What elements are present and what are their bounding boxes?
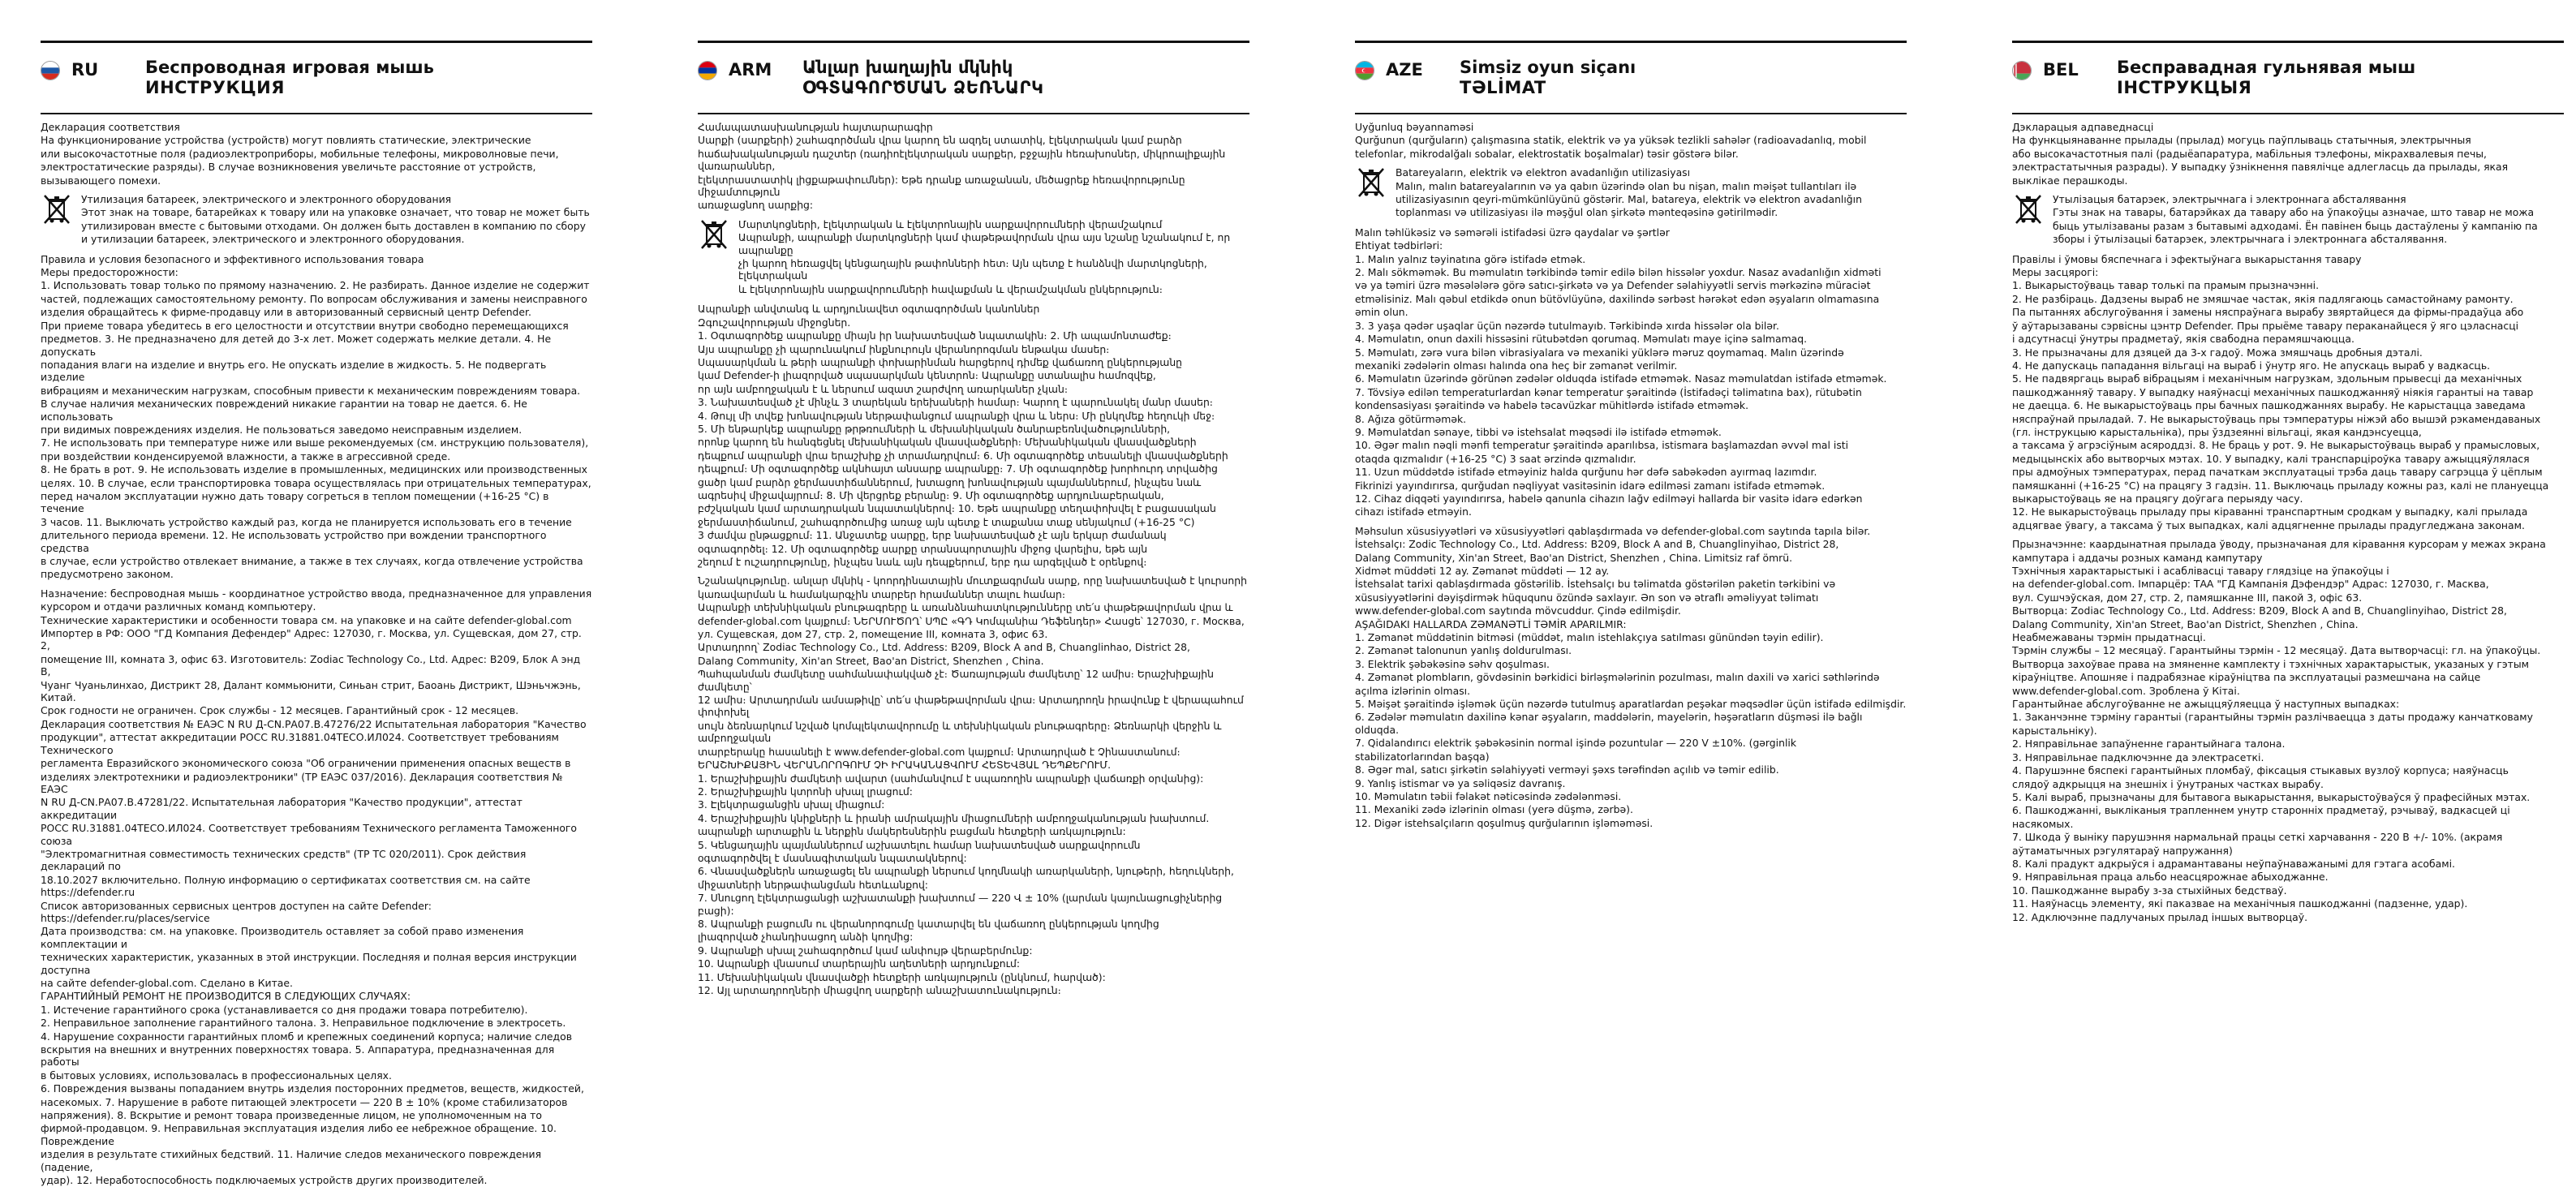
top-rule (1355, 41, 1907, 43)
column-aze (1355, 41, 1907, 884)
text-line: ГАРАНТИЙНЫЙ РЕМОНТ НЕ ПРОИЗВОДИТСЯ В СЛЕДУЮЩИХ СЛУЧАЯХ: (41, 990, 411, 1003)
text-line: 12. Այլ արտադրողների միացվող սարքերի անաշխատունակություն։ (698, 984, 1061, 996)
belarus-flag-icon (2012, 61, 2032, 80)
text-line: Утилизация батареек, электрического и электронного оборудования (81, 193, 452, 206)
text-line: попадания влаги на изделие и внутрь его. Не опускать изделие в жидкость. 5. Не подвергать изделие (41, 358, 547, 384)
text-line: 11. Uzun müddətdə istifadə etməyiniz halda qurğunu hər dəfə sabəkədən ayırmaq lazımdır. (1355, 466, 1817, 479)
text-line: 3. Էլեկտրացանցին սխալ միացում: (698, 798, 885, 811)
text-line: otaqda qızmalıdır (+16-25 °C) 3 saat ərzində qızmalıdır. (1355, 452, 1636, 465)
text-line: որոնք կարող են հանգեցնել մեխանիկական վնասվածքների։ Մեխանիկական վնասվածքների (698, 436, 1197, 449)
text-line: Մարտկոցների, էլեկտրական և էլեկտրոնային սարքավորումների վերամշակում (738, 217, 1163, 230)
text-line: kondensasiyası şəraitində və habelə təcavüzkar mühitlərdə istifadə etməmək. (1355, 399, 1749, 412)
text-line: утилизирован вместе с бытовыми отходами. Он должен быть доставлен в компанию по сбору (81, 219, 586, 232)
language-code: BEL (2043, 60, 2079, 80)
text-line: 10. Ապրանքի վնասում տարերային աղետների արդյունքում: (698, 957, 1021, 970)
text-line: 9. Məmulatdan sənaye, tibbi və istehsalat məqsədi ilə istifadə etməmək. (1355, 425, 1722, 438)
text-line: 7. Qidalandırıcı elektrik şəbəkəsinin normal işində pozuntular — 220 V ±10%. (gərginlik (1355, 737, 1797, 750)
safety-rules (1355, 226, 1907, 518)
text-line: в случае, если устройство отвлекает внимание, а также в тех случаях, когда отвлечение устройства (41, 555, 583, 567)
text-line: длительного периода времени. 12. Не использовать устройство при вождении транспортного средства (41, 529, 547, 554)
text-line: ագրեսիվ միջավայրում։ 8. Մի վերցրեք բերանը։ 9. Մի օգտագործեք արդյունաբերական, (698, 488, 1164, 501)
text-line: Импортер в РФ: ООО "ГД Компания Дефендер" Адрес: 127030, г. Москва, ул. Сущевская, дом 27, стр. 2, (41, 627, 582, 652)
text-line: вибрациям и механическим нагрузкам, способным привести к механическим повреждениям товара. (41, 384, 581, 397)
text-line: пры адмоўных тэмпературах, перад пачаткам эксплуатацыі трэба даць тавару сагрэцца ў цёплым (2012, 466, 2543, 479)
text-line: İstehsalçı: Zodic Technology Co., Ltd. Address: B209, Block A and B, Chuanglinyihao, District 28, (1355, 538, 1839, 551)
column-body (698, 121, 1249, 996)
column-arm (698, 41, 1249, 996)
text-line: Вытворца захоўвае права на змяненне камплекту і тэхнічных характарыстык, указаных у гэтым (2012, 657, 2529, 670)
text-line: Гарантыйнае абслугоўванне не ажыццяўляецца ў наступных выпадках: (2012, 698, 2400, 711)
recycling-text (738, 218, 1249, 296)
text-line: 7. Не использовать при температуре ниже или выше рекомендуемых (см. инструкцию пользователя), (41, 437, 589, 449)
text-line: На функцыянаванне прылады (прылад) могуць паўплываць статычныя, электрычныя (2012, 134, 2471, 147)
declaration-text (698, 121, 1249, 212)
text-line: Dalang Community, Xin'an Street, Bao'an District, Shenzhen , China. (698, 654, 1044, 667)
text-line: 1. Օգտագործեք ապրանքը միայն իր նախատեսված նպատակին։ 2. Մի ապամոնտաժեք։ (698, 329, 1172, 342)
azerbaijan-flag-icon (1355, 61, 1374, 80)
text-line: 12. Не выкарыстоўваць прыладу пры кіраванні транспартным сродкам у выпадку, калі прылада (2012, 505, 2528, 518)
text-line: 11. Մեխանիկական վնասվածքի հետքերի առկայություն (ընկնում, հարված): (698, 970, 1106, 983)
text-line: 3 часов. 11. Выключать устройство каждый раз, когда не планируется использовать его в течение (41, 515, 572, 528)
purpose-and-warranty (1355, 525, 1907, 829)
text-line: Malın, malın batareyalarının və ya qabın üzərində olan bu nişan, malın məişət tullantıları ilə (1396, 179, 1857, 192)
crossed-bin-icon (698, 218, 730, 251)
text-line: 3. Не прызначаны для дзяцей да 3-х гадоў. Можа змяшчаць дробныя дэталі. (2012, 346, 2423, 359)
text-line: Технические характеристики и особенности товара см. на упаковке и на сайте defender-global.com (41, 613, 572, 626)
text-line: 4. Məmulatın, onun daxili hissəsini rütubətdən qorumaq. Məmulatı maye içinə salmamaq. (1355, 333, 1808, 346)
text-line: 8. Ապրանքի բացումն ու վերանորոգումը կատարվել են վաճառող ընկերության կողմից (698, 917, 1159, 930)
text-line: ԵՐԱՇԽԻՔԱՅԻՆ ՎԵՐԱՆՈՐՈԳՈՒՄ ՉԻ ԻՐԱԿԱՆԱՑՎՈՒՄ ՀԵՏԵՎՅԱԼ ԴԵՊՔԵՐՈՒՄ. (698, 759, 1112, 772)
text-line: электростатические разряды). В случае возникновения увеличьте расстояние от устройств, (41, 161, 536, 174)
text-line: 8. Əgər mal, satıcı şirkətin səlahiyyəti verməyi şəxs tərəfindən açılıb və təmir edilib. (1355, 763, 1779, 776)
russia-flag-icon (41, 61, 60, 80)
text-line: Па пытаннях абслугоўвання і замены няспраўнага вырабу звяртайцеся да фірмы-прадаўца або (2012, 306, 2524, 319)
text-line: Декларация соответствия (41, 121, 180, 133)
crossed-bin-icon (2012, 193, 2045, 226)
text-line: 11. Наяўнасць элементу, які паказвае на механічныя пашкоджанні (падзенне, удар). (2012, 897, 2468, 910)
text-line: Dalang Community, Xin'an Street, Bao'an District, Shenzhen , China. Limitsiz raf ömrü. (1355, 551, 1793, 564)
text-line: 3. Elektrik şəbəkəsinə səhv qoşulması. (1355, 657, 1550, 670)
header-rule (2012, 113, 2564, 114)
text-line: целях. 10. В случае, если транспортировка товара осуществлялась при отрицательных температурах, (41, 476, 591, 489)
text-line: В случае наличия механических повреждений никакие гарантии на товар не дается. 6. Не использовать (41, 398, 527, 423)
text-line: На функционирование устройства (устройств) могут повлиять статические, электрические (41, 134, 531, 147)
text-line: Xidmət müddəti 12 ay. Zəmanət müddəti — 12 ay. (1355, 565, 1610, 577)
text-line: Правила и условия безопасного и эффективного использования товара (41, 252, 424, 265)
text-line: 6. Məmulatın üzərində görünən zədələr olduqda istifadə etməmək. Nasaz məmulatdan istifadə etməmək. (1355, 372, 1887, 385)
text-line: բժշկական կամ արտադրական նպատակներով։ 10. Եթե ապրանքը տեղափոխվել է բացասական (698, 502, 1216, 515)
text-line: кампутара і аддачы розных каманд кампутару (2012, 551, 2263, 564)
document-subtitle: ՕԳՏԱԳՈՐԾՄԱՆ ՁԵՌՆԱՐԿ (802, 78, 1044, 97)
text-line: 2. Не разбіраць. Дадзены выраб не змяшчае частак, якія падлягаюць самастойнаму рамонту. (2012, 292, 2514, 305)
text-line: կամ Defender-ի լիազորված սպասարկման կենտրոն։ Ապրանքը ստանալիս համոզվեք, (698, 369, 1156, 382)
text-line: telefonlar, mikrodalğalı sobalar, elektrostatik boşalmalar) təsir göstərə bilər. (1355, 147, 1739, 160)
text-line: Утылізацыя батарэек, электрычнага і электроннага абсталявання (2053, 193, 2406, 206)
text-line: Правілы і ўмовы бяспечнага і эфектыўнага выкарыстання тавару (2012, 252, 2362, 265)
text-line: выкарыстоўваць яе на працягу доўгага перыяду часу. (2012, 492, 2303, 505)
text-line: Ehtiyat tədbirləri: (1355, 239, 1443, 252)
top-rule (2012, 41, 2564, 43)
text-line: няспраўнай прыладай. 7. Не выкарыстоўваць пры тэмпературы ніжэй або вышэй рэкамендаваных (2012, 412, 2541, 425)
declaration-text (1355, 121, 1907, 160)
text-line: Սարքի (սարքերի) շահագործման վրա կարող են ազդել ստատիկ, էլեկտրական կամ բարձր (698, 134, 1182, 147)
text-line: Тэрмін службы – 12 месяцаў. Гарантыйны тэрмін - 12 месяцаў. Дата вытворчасці: гл. на ўпакоўцы. (2012, 644, 2541, 657)
text-line: տարբերակը հասանելի է www.defender-global.com կայքում։ Արտադրված է Չինաստանում։ (698, 745, 1180, 758)
text-line: изделия в результате стихийных бедствий. 11. Наличие следов механического повреждения (падение, (41, 1148, 542, 1173)
text-line: электрастатычныя разрады). У выпадку ўзнікнення павялічце адлегласць да прылады, якая (2012, 161, 2509, 174)
text-line: Batareyaların, elektrik və elektron avadanlığın utilizasiyası (1396, 166, 1691, 179)
text-line: www.defender-global.com saytında mövcuddur. Çində edilmişdir. (1355, 604, 1681, 617)
text-line: Дата производства: см. на упаковке. Производитель оставляет за собой право изменения комплектации и (41, 925, 524, 950)
text-line: выклікае перашкоды. (2012, 174, 2128, 187)
text-line: və ya təmiri üzrə məsələlərə görə satıcı-şirkətə və ya Defender səlahiyyətli servis mərkəzinə müraciət (1355, 279, 1871, 292)
text-line: 4. Нарушение сохранности гарантийных пломб и крепежных соединений корпуса; наличие следов (41, 1030, 573, 1043)
product-title: Бесправадная гульнявая мыш (2117, 58, 2416, 77)
text-line: фирмой-продавцом. 9. Неправильная эксплуатация изделия либо ее небрежное обращение. 10. Повреждение (41, 1122, 557, 1147)
text-line: напряжения). 8. Вскрытие и ремонт товара произведенные лицом, не уполномоченным на то (41, 1109, 542, 1122)
text-line: www.defender-global.com. Зроблена ў Кітаі. (2012, 684, 2240, 697)
column-header (41, 58, 592, 105)
text-line: изделиях электротехники и радиоэлектроники" (ТР ЕАЭС 037/2016). Декларация соответствия № ЕАЭС (41, 770, 563, 795)
recycling-text (2053, 193, 2564, 247)
text-line: Համապատասխանության հայտարարագիր (698, 121, 933, 133)
text-line: կառավարման և համակարգչին տարբեր հրամաններ տալու համար։ (698, 587, 1066, 600)
text-line: açılma izlərinin olması. (1355, 684, 1471, 697)
text-line: 1. Заканчэнне тэрміну гарантыі (гарантыйны тэрмін разлічваецца з даты продажу канчатковаму (2012, 711, 2533, 724)
recycling-notice (698, 218, 1249, 296)
text-line: регламента Евразийского экономического союза "Об ограничении применения опасных веществ в (41, 757, 571, 770)
safety-rules (41, 253, 592, 581)
text-line: Меры засцярогі: (2012, 266, 2099, 279)
text-line: удар). 12. Неработоспособность подключаемых устройств других производителей. (41, 1174, 488, 1187)
text-line: (гл. інструкцыю карыстальніка), пры ўздзеянні вільгаці, якая кандэнсуецца, (2012, 425, 2422, 438)
text-line: ցածր կամ բարձր ջերմաստիճաններում, խտացող խոնավության պայմաններում, ինչպես նաև (698, 475, 1202, 488)
product-title: Simsiz oyun siçanı (1460, 58, 1636, 77)
text-line: 6. Վնասվածքներն առաջացել են ապրանքի ներսում կողմնակի առարկաների, նյութերի, հեղուկների, (698, 865, 1234, 878)
document-subtitle: ІНСТРУКЦЫЯ (2117, 78, 2252, 97)
text-line: 4. Երաշխիքային կնիքների և իրանի ամրակային միացումների ամբողջականության խախտում. (698, 811, 1210, 824)
text-line: "Электромагнитная совместимость технических средств" (ТР ТС 020/2011). Срок действия деклараций по (41, 847, 527, 873)
text-line: 2. Malı sökməmək. Bu məmulatın tərkibində təmir edilə bilən hissələr yoxdur. Nasaz avadanlığın xidməti (1355, 266, 1881, 279)
text-line: 4. Не дапускаць пападання вільгаці на выраб і ўнутр яго. Не апускаць выраб у вадкасць. (2012, 359, 2491, 372)
text-line: օգտագործել։ 12. Մի օգտագործեք սարքը տրանսպորտային միջոց վարելիս, եթե այն (698, 542, 1148, 555)
text-line: հաճախականության դաշտեր (ռադիոէլեկտրական սարքեր, բջջային հեռախոսներ, միկրոալիքային վառարաններ, (698, 147, 1226, 173)
text-line: 2. Երաշխիքային կտրոնի սխալ լրացում: (698, 785, 913, 798)
recycling-notice (2012, 193, 2564, 247)
purpose-and-warranty (2012, 538, 2564, 923)
recycling-notice (41, 193, 592, 247)
text-line: Զգուշավորության միջոցներ. (698, 316, 851, 329)
text-line: 6. Zədələr məmulatın daxilinə kənar əşyaların, maddələrin, mayelərin, həşəratların düşməsi ilə bağlı olduqda. (1355, 711, 1863, 736)
text-line: вызывающего помехи. (41, 174, 161, 187)
text-line: 3. 3 yaşa qədər uşaqlar üçün nəzərdə tutulmayıb. Tərkibində xırda hissələr ola bilər. (1355, 319, 1779, 332)
text-line: 9. Yanlış istismar və ya səliqəsiz davranış. (1355, 776, 1566, 789)
text-line: Этот знак на товаре, батарейках к товару или на упаковке означает, что товар не может быть (81, 206, 590, 219)
purpose-and-warranty (698, 574, 1249, 996)
product-title: Անլար խաղային մկնիկ (802, 58, 1013, 77)
text-line: Məhsulun xüsusiyyətləri və xüsusiyyətləri qablaşdırmada və defender-global.com saytında tapıla bilər. (1355, 524, 1871, 537)
text-line: медыцынскіх або вытворчых мэтах. 10. У выпадку, калі транспарціроўка тавару ажыццяўлялася (2012, 452, 2530, 465)
column-header (2012, 58, 2564, 105)
text-line: Чуанг Чуаньлинхао, Дистрикт 28, Далант коммьюнити, Синьан стрит, Баоань Дистрикт, Шэньчжэнь, Китай. (41, 678, 581, 704)
text-line: utilizasiyasının qeyri-mümkünlüyünü göstərir. Mal, batareya, elektrik və elektron avadanlığın (1396, 193, 1862, 206)
language-code: ARM (729, 60, 772, 80)
text-line: որ այն ամբողջական է և ներսում ազատ շարժվող առարկաներ չկան։ (698, 382, 1069, 395)
text-line: օգտագործվել է մասնագիտական նպատակներով: (698, 851, 967, 864)
text-line: 1. Malın yalnız təyinatına görə istifadə etmək. (1355, 252, 1586, 265)
text-line: cihazı istifadə etməyin. (1355, 505, 1472, 518)
column-header (698, 58, 1249, 105)
text-line: 7. Tövsiyə edilən temperaturlardan kənar temperatur şəraitində (İstifadəçi təlimatına bax), rütubətin (1355, 385, 1862, 398)
text-line: памяшканні (+16-25 °C) на працягу 3 гадзін. 11. Выключаць прыладу кожны раз, калі не плануецца (2012, 479, 2549, 492)
column-bel (2012, 41, 2564, 923)
text-line: 12. Digər istehsalçıların qoşulmuş qurğularının işləməməsi. (1355, 816, 1654, 829)
text-line: изделия обращайтесь к фирме-продавцу или в авторизованный сервисный центр Defender. (41, 306, 531, 319)
text-line: 12. Адключэнне падлучаных прылад іншых вытворцаў. (2012, 910, 2308, 923)
text-line: аўтаматычных рэгулятараў напружання) (2012, 844, 2233, 857)
text-line: Ապրանքի տեխնիկական բնութագրերը և առանձնահատկությունները տե՛ս փաթեթավորման վրա և (698, 601, 1233, 614)
text-line: 6. Повреждения вызваны попаданием внутрь изделия посторонних предметов, веществ, жидкостей, (41, 1082, 584, 1095)
language-code: RU (71, 60, 99, 80)
text-line: əmin olun. (1355, 306, 1408, 319)
text-line: և էլեկտրոնային սարքավորումների հավաքման և վերամշակման ընկերություն։ (738, 282, 1163, 295)
text-line: адцягвае ўвагу, а таксама ў тых выпадках, калі адцягненне прылады прадугледжана законам. (2012, 518, 2525, 531)
text-line: в бытовых условиях, использовалась в профессиональных целях. (41, 1069, 392, 1082)
text-line: или высокочастотные поля (радиоэлектроприборы, мобильные телефоны, микроволновые печи, (41, 147, 559, 160)
text-line: частей, подлежащих самостоятельному ремонту. По вопросам обслуживания и замены неисправного (41, 292, 587, 305)
recycling-text (1396, 166, 1907, 220)
text-line: курсором и отдачи различных команд компьютеру. (41, 600, 316, 613)
header-rule (698, 113, 1249, 114)
text-line: на сайте defender-global.com. Сделано в Китае. (41, 977, 293, 989)
text-line: вскрытия на внешних и внутренних поверхностях товара. 5. Аппаратура, предназначенная для работы (41, 1043, 555, 1069)
text-line: 8. Не брать в рот. 9. Не использовать изделие в промышленных, медицинских или производственных (41, 463, 587, 476)
text-line: 4. Թույլ մի տվեք խոնավության ներթափանցում ապրանքի վրա և ներս։ Մի ընկղմեք հեղուկի մեջ։ (698, 409, 1215, 422)
top-rule (698, 41, 1249, 43)
text-line: Qurğunun (qurğuların) çalışmasına statik, elektrik və ya yüksək tezlikli sahələr (radioavadanlıq, mobil (1355, 134, 1867, 147)
text-line: пашкоджанняў тавару. У выпадку наяўнасці механічных пашкоджанняў ніякія гарантыі на тавар (2012, 385, 2534, 398)
text-line: 1. Использовать товар только по прямому назначению. 2. Не разбирать. Данное изделие не содержит (41, 279, 590, 292)
text-line: 10. Пашкоджанне вырабу з-за стыхійных бедстваў. (2012, 884, 2287, 897)
text-line: AŞAĞIDAKI HALLARDA ZƏMANƏTLİ TƏMİR APARILMIR: (1355, 617, 1627, 630)
text-line: 1. Երաշխիքային ժամկետի ավարտ (սահմանվում է սպառողին ապրանքի վաճառքի օրվանից): (698, 772, 1204, 785)
titles (145, 58, 592, 98)
text-line: Дэкларацыя адпаведнасці (2012, 121, 2154, 133)
text-line: 11. Mexaniki zədə izlərinin olması (yerə düşmə, zərbə). (1355, 803, 1633, 816)
text-line: 3 ժամվա ընթացքում։ 11. Անջատեք սարքը, երբ նախատեսված չէ այն երկար ժամանակ (698, 529, 1167, 542)
column-body (41, 121, 592, 1187)
text-line: N RU Д-CN.РА07.В.47281/22. Испытательная лаборатория "Качество продукции", аттестат аккредитации (41, 796, 523, 821)
safety-rules (2012, 253, 2564, 532)
column-body (2012, 121, 2564, 923)
text-line: Նշանակությունը. անլար մկնիկ - կոորդինատային մուտքագրման սարք, որը նախատեսված է կուրսորի (698, 574, 1247, 587)
text-line: ў аўтарызаваны сэрвісны цэнтр Defender. Пры прыёме тавару пераканайцеся ў яго цэласнасці (2012, 319, 2519, 332)
text-line: շեղում է ուշադրությունը, ինչպես նաև այն դեպքերում, երբ դա արգելված է օրենքով։ (698, 556, 1147, 568)
armenia-flag-icon (698, 61, 717, 80)
text-line: перед началом эксплуатации нужно дать товару согреться в теплом помещении (+16-25 °С) в течение (41, 489, 549, 515)
text-line: предусмотрено законом. (41, 568, 174, 581)
text-line: 2. Няправільнае запаўненне гарантыйнага талона. (2012, 738, 2286, 750)
text-line: ապրանքի արտաքին և ներքին մակերեսներին բացման հետքերի առկայություն: (698, 825, 1126, 838)
text-line: 5. Məmulatı, zərə vura bilən vibrasiyalara və mexaniki yüklərə məruz qoymamaq. Malın üzərində (1355, 346, 1844, 359)
text-line: не даецца. 6. Не выкарыстоўваць пры бачных пашкоджаннях вырабу. Не карыстацца заведама (2012, 399, 2526, 412)
text-line: насекомых. 7. Нарушение в работе питающей электросети — 220 В ± 10% (кроме стабилизаторов (41, 1095, 568, 1108)
text-line: и утилизации батареек, электрического и электронного оборудования. (81, 233, 465, 246)
declaration-text (2012, 121, 2564, 187)
column-ru (41, 41, 592, 1187)
text-line: Тэхнічныя характарыстыкі і асаблівасці тавару глядзіце на ўпакоўцы і (2012, 565, 2389, 577)
text-line: при видимых повреждениях изделия. Не пользоваться заведомо неисправным изделием. (41, 423, 523, 436)
text-line: 3. Նախատեսված չէ մինչև 3 տարեկան երեխաների համար։ Կարող է պարունակել մանր մասեր։ (698, 396, 1213, 409)
text-line: միջատների ներթափանցման հետևանքով: (698, 878, 928, 891)
text-line: 4. Парушэнне бяспекі гарантыйных пломбаў, фіксацыя стыкавых вузлоў корпуса; наяўнасць (2012, 764, 2509, 777)
purpose-and-warranty (41, 587, 592, 1187)
text-line: լիազորված չհանդիսացող անձի կողմից: (698, 931, 914, 944)
text-line: Արտադրող՝ Zodiac Technology Co., Ltd. Address: B209, Block A and B, Chuanglinhao, District 28, (698, 641, 1190, 654)
text-line: 9. Ապրանքի սխալ շահագործում կամ անփույթ վերաբերմունք: (698, 944, 1033, 957)
text-line: Ապրանքի անվտանգ և արդյունավետ օգտագործման կանոններ (698, 303, 1040, 316)
recycling-text (81, 193, 592, 247)
top-rule (41, 41, 592, 43)
text-line: помещение III, комната 3, офис 63. Изготовитель: Zodiac Technology Co., Ltd. Адрес: B209, Блок A энд B, (41, 652, 581, 678)
text-line: быць утылізаваны разам з бытавымі адходамі. Ён павінен быць дастаўлены ў кампанію па (2053, 219, 2538, 232)
text-line: Պահպանման ժամկետը սահմանափակված չէ։ Ծառայության ժամկետը՝ 12 ամիս։ Երաշխիքային ժամկետը՝ (698, 668, 1214, 693)
text-line: սույն ձեռնարկում նշված կոմպլեկտավորումը և տեխնիկական բնութագրերը։ Ձեռնարկի վերջին և ամբողջական (698, 719, 1222, 745)
text-line: 1. Zəmanət müddətinin bitməsi (müddət, malın istehlakçıya satılması günündən təyin edilir). (1355, 631, 1824, 644)
text-line: і адсутнасці ўнутры прадметаў, якія свабодна перамяшчаюцца. (2012, 333, 2355, 346)
text-line: 7. Սնուցող էլեկտրացանցի աշխատանքի խախտում — 220 Վ ± 10% (լարման կայունացուցիչներից բացի): (698, 892, 1223, 917)
text-line: Срок годности не ограничен. Срок службы - 12 месяцев. Гарантийный срок - 12 месяцев. (41, 704, 519, 717)
text-line: 8. Ağıza götürməmək. (1355, 412, 1467, 425)
text-line: Прызначэнне: каардынатная прылада ўводу, прызначаная для кіравання курсорам у межах экрана (2012, 538, 2546, 551)
column-body (1355, 121, 1907, 829)
text-line: 6. Пашкоджанні, выкліканыя трапленнем унутр старонніх прадметаў, рэчываў, вадкасцей ці (2012, 804, 2510, 817)
text-line: карыстальніку). (2012, 724, 2097, 737)
text-line: 18.10.2027 включительно. Полную информацию о сертификатах соответствия см. на сайте https://defender.ru (41, 873, 531, 899)
text-line: 5. Не падвяргаць выраб вібрацыям і механічным нагрузкам, здольным прывесці да механічных (2012, 372, 2522, 385)
text-line: Список авторизованных сервисных центров доступен на сайте Defender: https://defender.ru/places/service (41, 899, 432, 924)
text-line: դեպքում։ Մի օգտագործեք ակնհայտ անսարք ապրանքը։ 7. Մի օգտագործեք խորհուրդ տրվածից (698, 462, 1218, 475)
titles (2117, 58, 2564, 98)
text-line: або высокачастотныя палі (радыёапаратура, мабільныя тэлефоны, мікрахвалевыя печы, (2012, 147, 2487, 160)
text-line: Ապրանքի, ապրանքի մարտկոցների կամ փաթեթավորման վրա այս նշանը նշանակում է, որ ապրանքը (738, 231, 1231, 256)
text-line: а таксама ў агрэсіўным асяроддзі. 8. Не браць у рот. 9. Не выкарыстоўваць выраб у прамысловых, (2012, 439, 2540, 452)
text-line: 7. Шкода ў выніку парушэння нармальнай працы сеткі харчавання - 220 В +/- 10%. (акрамя (2012, 831, 2503, 844)
text-line: 5. Կենցաղային պայմաններում աշխատելու համար նախատեսված սարքավորումն (698, 838, 1141, 851)
text-line: При приеме товара убедитесь в его целостности и отсутствии внутри свободно перемещающихся (41, 319, 569, 332)
text-line: 1. Истечение гарантийного срока (устанавливается со дня продажи товара потребителю). (41, 1003, 528, 1016)
column-header (1355, 58, 1907, 105)
text-line: Սպասարկման և թերի ապրանքի փոխարինման հարցերով դիմեք վաճառող ընկերությանը (698, 355, 1183, 368)
text-line: 4. Zəmanət plombların, gövdəsinin bərkidici birləşmələrinin pozulması, malın daxili və xarici səthlərində (1355, 671, 1880, 684)
text-line: 8. Калі прадукт адкрыўся і адрамантаваны неўпаўнаважанымі для гэтага асобамі. (2012, 857, 2455, 870)
recycling-notice (1355, 166, 1907, 220)
text-line: Гэты знак на тавары, батарэйках да тавару або на ўпакоўцы азначае, што тавар не можа (2053, 206, 2535, 219)
text-line: Dalang Community, Xin'an Street, Bao'an District, Shenzhen , China. (2012, 617, 2359, 630)
document-subtitle: ИНСТРУКЦИЯ (145, 78, 285, 97)
header-rule (1355, 113, 1907, 114)
crossed-bin-icon (41, 193, 73, 226)
text-line: 10. Məmulatın təbii fəlakət nəticəsində zədələnməsi. (1355, 789, 1622, 802)
text-line: defender-global.com կայքում։ ՆԵՐՄՈՒԾՈՂ՝ ՍՊԸ «ԳԴ Կոմպանիա Դեֆենդեր» Հասցե՝ 127030, г. Москва, (698, 614, 1245, 627)
text-line: насякомых. (2012, 817, 2074, 830)
text-line: продукции", аттестат аккредитации РОСС RU.31881.04ТЕСО.ИЛ024. Соответствует требованиям Технического (41, 731, 559, 756)
text-line: Malın təhlükəsiz və səmərəli istifadəsi üzrə qaydalar və şərtlər (1355, 226, 1670, 239)
text-line: Вытворца: Zodiac Technology Co., Ltd. Address: B209, Block A and B, Chuanglinyihao, District 28, (2012, 604, 2508, 617)
text-line: 2. Неправильное заполнение гарантийного талона. 3. Неправильное подключение в электросеть. (41, 1017, 566, 1030)
text-line: xüsusiyyətlərini dəyişdirmək hüququnu özündə saxlayır. Ən son və ətraflı əməliyyat təlimatı (1355, 591, 1819, 604)
text-line: չի կարող հեռացվել կենցաղային թափոնների հետ։ Այն պետք է հանձնվի մարտկոցների, էլեկտրական (738, 257, 1207, 282)
text-line: 5. Калі выраб, прызначаны для бытавога выкарыстання, выкарыстоўваўся ў прафесійных мэтах. (2012, 790, 2531, 803)
text-line: Այս ապրանքը չի պարունակում ինքնուրույն վերանորոգման ենթակա մասեր։ (698, 342, 1110, 355)
text-line: Неабмежаваны тэрмін прыдатнасці. (2012, 631, 2206, 644)
text-line: ул. Сущевская, дом 27, стр. 2, помещение III, комната 3, офис 63. (698, 628, 1048, 641)
text-line: 12 ամիս։ Արտադրման ամսաթիվը՝ տե՛ս փաթեթավորման վրա։ Արտադրողն իրավունք է վերապահում փոփոխել (698, 694, 1244, 719)
text-line: Меры предосторожности: (41, 266, 178, 279)
text-line: 3. Няправільнае падключэнне да электрасеткі. (2012, 750, 2264, 763)
text-line: Uyğunluq bəyannaməsi (1355, 121, 1474, 133)
declaration-text (41, 121, 592, 187)
text-line: mexaniki zədələrin olması halında ona heç bir zəmanət verilmir. (1355, 359, 1678, 372)
text-line: etməlisiniz. Malı qəbul etdikdə onun bütövlüyünə, daxilində sərbəst hərəkət edən əşyaların olmamasına (1355, 292, 1880, 305)
text-line: предметов. 3. Не предназначено для детей до 3-х лет. Может содержать мелкие детали. 4. Не допускать (41, 333, 552, 358)
text-line: технических характеристик, указанных в этой инструкции. Последняя и полная версия инструкции доступна (41, 951, 577, 976)
text-line: при воздействии конденсируемой влажности, а также в агрессивной среде. (41, 449, 451, 462)
text-line: Назначение: беспроводная мышь - координатное устройство ввода, предназначенное для управления (41, 587, 592, 600)
text-line: 5. Məişət şəraitində işləmək üçün nəzərdə tutulmuş aparatlardan peşəkar məqsədlər üçün istifadə edilmişdir. (1355, 698, 1907, 711)
text-line: stabilizatorlarından başqa) (1355, 750, 1490, 763)
text-line: Fikrinizi yayındırırsa, qurğudan nəqliyyat vasitəsinin idarə edilməsi zamanı istifadə etməmək. (1355, 479, 1826, 492)
text-line: кіраўніцтве. Апошняе і падрабязнае кіраўніцтва па эксплуатацыі размешчана на сайце (2012, 671, 2481, 684)
document-subtitle: TƏLİMAT (1460, 78, 1546, 97)
text-line: РОСС RU.31881.04ТЕСО.ИЛ024. Соответствует требованиям Технического регламента Таможенного союза (41, 822, 578, 847)
text-line: İstehsalat tarixi qablaşdırmada göstərilib. İstehsalçı bu təlimatda göstərilən paketin tərkibini və (1355, 578, 1836, 591)
text-line: на defender-global.com. Імпарцёр: ТАА "ГД Кампанія Дэфендэр" Адрас: 127030, г. Масква, (2012, 578, 2489, 591)
text-line: вул. Сушчэўская, дом 27, стр. 2, памяшканне III, пакой 3, офіс 63. (2012, 591, 2363, 604)
safety-rules (698, 303, 1249, 568)
text-line: դեպքում ապրանքի վրա երաշխիք չի տրամադրվում։ 6. Մի օգտագործեք տեսանելի վնասվածքների (698, 449, 1228, 462)
text-line: 2. Zəmanət talonunun yanlış doldurulması. (1355, 644, 1572, 657)
text-line: 9. Няправільная праца альбо неасцярожнае абыходжанне. (2012, 871, 2329, 884)
text-line: зборы і ўтылізацыі батарэек, электрычнага і электроннага абсталявання. (2053, 233, 2448, 246)
text-line: էլեկտրաստատիկ լիցքաթափումներ): Եթե դրանք առաջանան, մեծացրեք հեռավորությունը միջամտություն (698, 173, 1185, 199)
text-line: 1. Выкарыстоўваць тавар толькі па прамым прызначэнні. (2012, 279, 2320, 292)
product-title: Беспроводная игровая мышь (145, 58, 434, 77)
text-line: 5. Մի ենթարկեք ապրանքը թրթռումների և մեխանիկական ծանրաբեռնվածությունների, (698, 422, 1171, 435)
text-line: toplanması və utilizasiyası ilə məşğul olan şirkətə mənteqəsinə gətirilmədir. (1396, 206, 1778, 219)
header-rule (41, 113, 592, 114)
titles (802, 58, 1249, 98)
text-line: Декларация соответствия № ЕАЭС N RU Д-CN.РА07.В.47276/22 Испытательная лаборатория "Качество (41, 717, 587, 730)
text-line: ջերմաստիճանում, շահագործումից առաջ այն պետք է տաքանա տաք սենյակում (+16-25 °C) (698, 515, 1195, 528)
text-line: 12. Cihaz diqqəti yayındırırsa, habelə qanunla cihazın lağv edilməyi hallarda bir vasitə idarə edərkən (1355, 492, 1863, 505)
language-code: AZE (1386, 60, 1423, 80)
titles (1460, 58, 1907, 98)
text-line: слядоў адкрыцця на знешніх і ўнутраных частках вырабу. (2012, 777, 2324, 790)
crossed-bin-icon (1355, 166, 1387, 199)
text-line: 10. Əgər malın nəqli mənfi temperatur şəraitində aparılıbsa, istismara başlamazdan əvvəl mal isti (1355, 439, 1849, 452)
text-line: առաջացնող սարքից: (698, 199, 814, 212)
